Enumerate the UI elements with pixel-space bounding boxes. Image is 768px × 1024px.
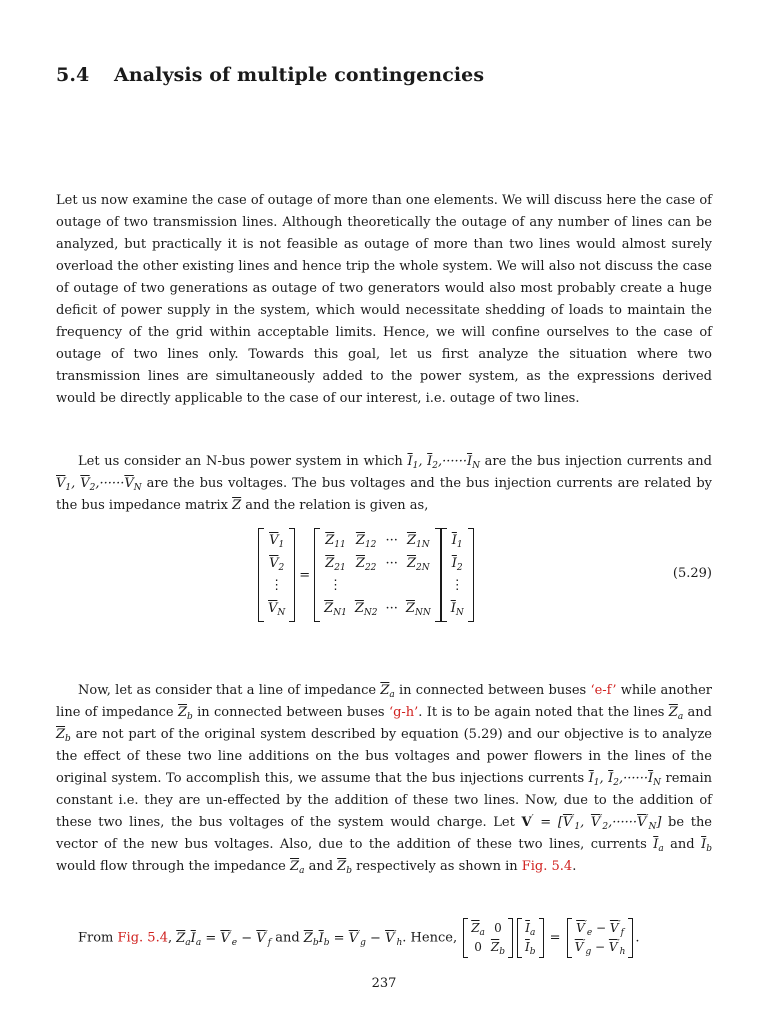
figure-reference-link[interactable]: Fig. 5.4	[521, 859, 573, 874]
section-heading	[56, 64, 484, 86]
section-number: 5.4	[56, 64, 90, 86]
paragraph-intro: Let us now examine the case of outage of more than one elements. We will discuss here the case of outage of two transmission lines. Although theoretically the outage of any number of lines can be analyzed, but practically it is not feasible as outage of more than two lines would almost surely overload the other existing lines and hence trip the whole system. We will also not discuss the case of outage of two generations as outage of two generators would also most probably create a huge deficit of power supply in the system, which would necessitate shedding of loads to maintain the frequency of the grid within acceptable limits. Hence, we will confine ourselves to the case of outage of two lines only. Towards this goal, let us first analyze the situation where two transmission lines are simultaneously added to the power system, as the expressions derived would be directly applicable to the case of our interest, i.e. outage of two lines.	[56, 193, 712, 406]
voltage-vector: $\overline{V}_1$, $\overline{V}_2,\cdot\cdot\cdot\cdot\cdot\cdot\overline{V}_N$	[56, 476, 142, 493]
paragraph-from-figure: From Fig. 5.4, $\overline{Z}_a\overline{I}_a = \overline{V}'_e - \overline{V}'_f$ and $\overline{Z}_b\overline{I}_b = \overline{V}'_g - \overline{V}'_h$. Hence, $\overline{Z}_a$ 0 0 $\overline{Z}_b$ $\overline{I}_a$ $\overline{I}_b$ = $\overline{V}'_e - \overline{V}'_f$ $\overline{V}'_g - \overline{V}'_h$ .	[78, 920, 640, 957]
current-column-matrix: $\overline{I}_1$ $\overline{I}_2$ ⋮ $\overline{I}_N$	[441, 528, 474, 622]
page-number: 237	[371, 976, 397, 991]
figure-reference-link-2[interactable]: Fig. 5.4	[117, 930, 168, 946]
equation-number: (5.29)	[672, 566, 712, 581]
equation-5-29: $\overline{V}_1$ $\overline{V}_2$ ⋮ $\overline{V}_N$ = $\overline{Z}_{11}$ $\overline{Z}_{21}$ ⋮ $\overline{Z}_{N1}$ $\overline{Z}_{12}$ $\overline{Z}_{22}$ $\overline{Z}_{N2}$ ··· ··· ··· $\overline{Z}_{1N}$ $\overline{Z}_{2N}$ $\overline{Z}_{NN}$ $\overline{I}_1$ $\overline{I}_2$ ⋮ $\overline{I}_N$	[258, 528, 474, 622]
impedance-matrix: $\overline{Z}_{11}$ $\overline{Z}_{21}$ ⋮ $\overline{Z}_{N1}$ $\overline{Z}_{12}$ $\overline{Z}_{22}$ $\overline{Z}_{N2}$ ··· ··· ··· $\overline{Z}_{1N}$ $\overline{Z}_{2N}$ $\overline{Z}_{NN}$	[314, 528, 441, 622]
section-title: Analysis of multiple contingencies	[114, 64, 485, 86]
line-current-vector: $\overline{I}_a$ $\overline{I}_b$	[517, 918, 544, 958]
voltage-column-matrix: $\overline{V}_1$ $\overline{V}_2$ ⋮ $\overline{V}_N$	[258, 528, 295, 622]
bus-ref-ef: ‘e-f’	[590, 683, 617, 698]
impedance-matrix-symbol: $\overline{Z}$	[232, 498, 242, 513]
line-impedance-matrix: $\overline{Z}_a$ 0 0 $\overline{Z}_b$	[463, 918, 513, 958]
voltage-difference-vector: $\overline{V}'_e - \overline{V}'_f$ $\overline{V}'_g - \overline{V}'_h$	[567, 918, 634, 958]
paragraph-line-additions: Now, let as consider that a line of impedance $\overline{Z}_a$ in connected between buses ‘e-f’ while another line of impedance $\overline{Z}_b$ in connected between buses ‘g-h’. It is to be again noted that the lines $\overline{Z}_a$ and $\overline{Z}_b$ are not part of the original system described by equation (5.29) and our objective is to analyze the effect of these two line additions on the bus voltages and power flowers in the lines of the original system. To accomplish this, we assume that the bus injections currents $\overline{I}_1$, $\overline{I}_2,\cdot\cdot\cdot\cdot\cdot\cdot\overline{I}_N$ remain constant i.e. they are un-effected by the addition of these two lines. Now, due to the addition of these two lines, the bus voltages of the system would charge. Let $V' = [\overline{V}'_1$, $\overline{V}'_2,\cdot\cdot\cdot\cdot\cdot\cdot\overline{V}'_N$] be the vector of the new bus voltages. Also, due to the addition of these two lines, currents $\overline{I}_a$ and $\overline{I}_b$ would flow through the impedance $\overline{Z}_a$ and $\overline{Z}_b$ respectively as shown in Fig. 5.4.	[56, 683, 713, 876]
bus-ref-gh: ‘g-h’	[388, 705, 419, 720]
paragraph-nbus-system: Let us consider an N-bus power system in which $\overline{I}_1$, $\overline{I}_2,\cdot\cdot\cdot\cdot\cdot\cdot\overline{I}_N$ are the bus injection currents and $\overline{V}_1$, $\overline{V}_2,\cdot\cdot\cdot\cdot\cdot\cdot\overline{V}_N$ are the bus voltages. The bus voltages and the bus injection currents are related by the bus impedance matrix $\overline{Z}$ and the relation is given as,	[56, 454, 713, 513]
current-vector: $\overline{I}_1$, $\overline{I}_2,\cdot\cdot\cdot\cdot\cdot\cdot\overline{I}_N$	[407, 454, 480, 471]
